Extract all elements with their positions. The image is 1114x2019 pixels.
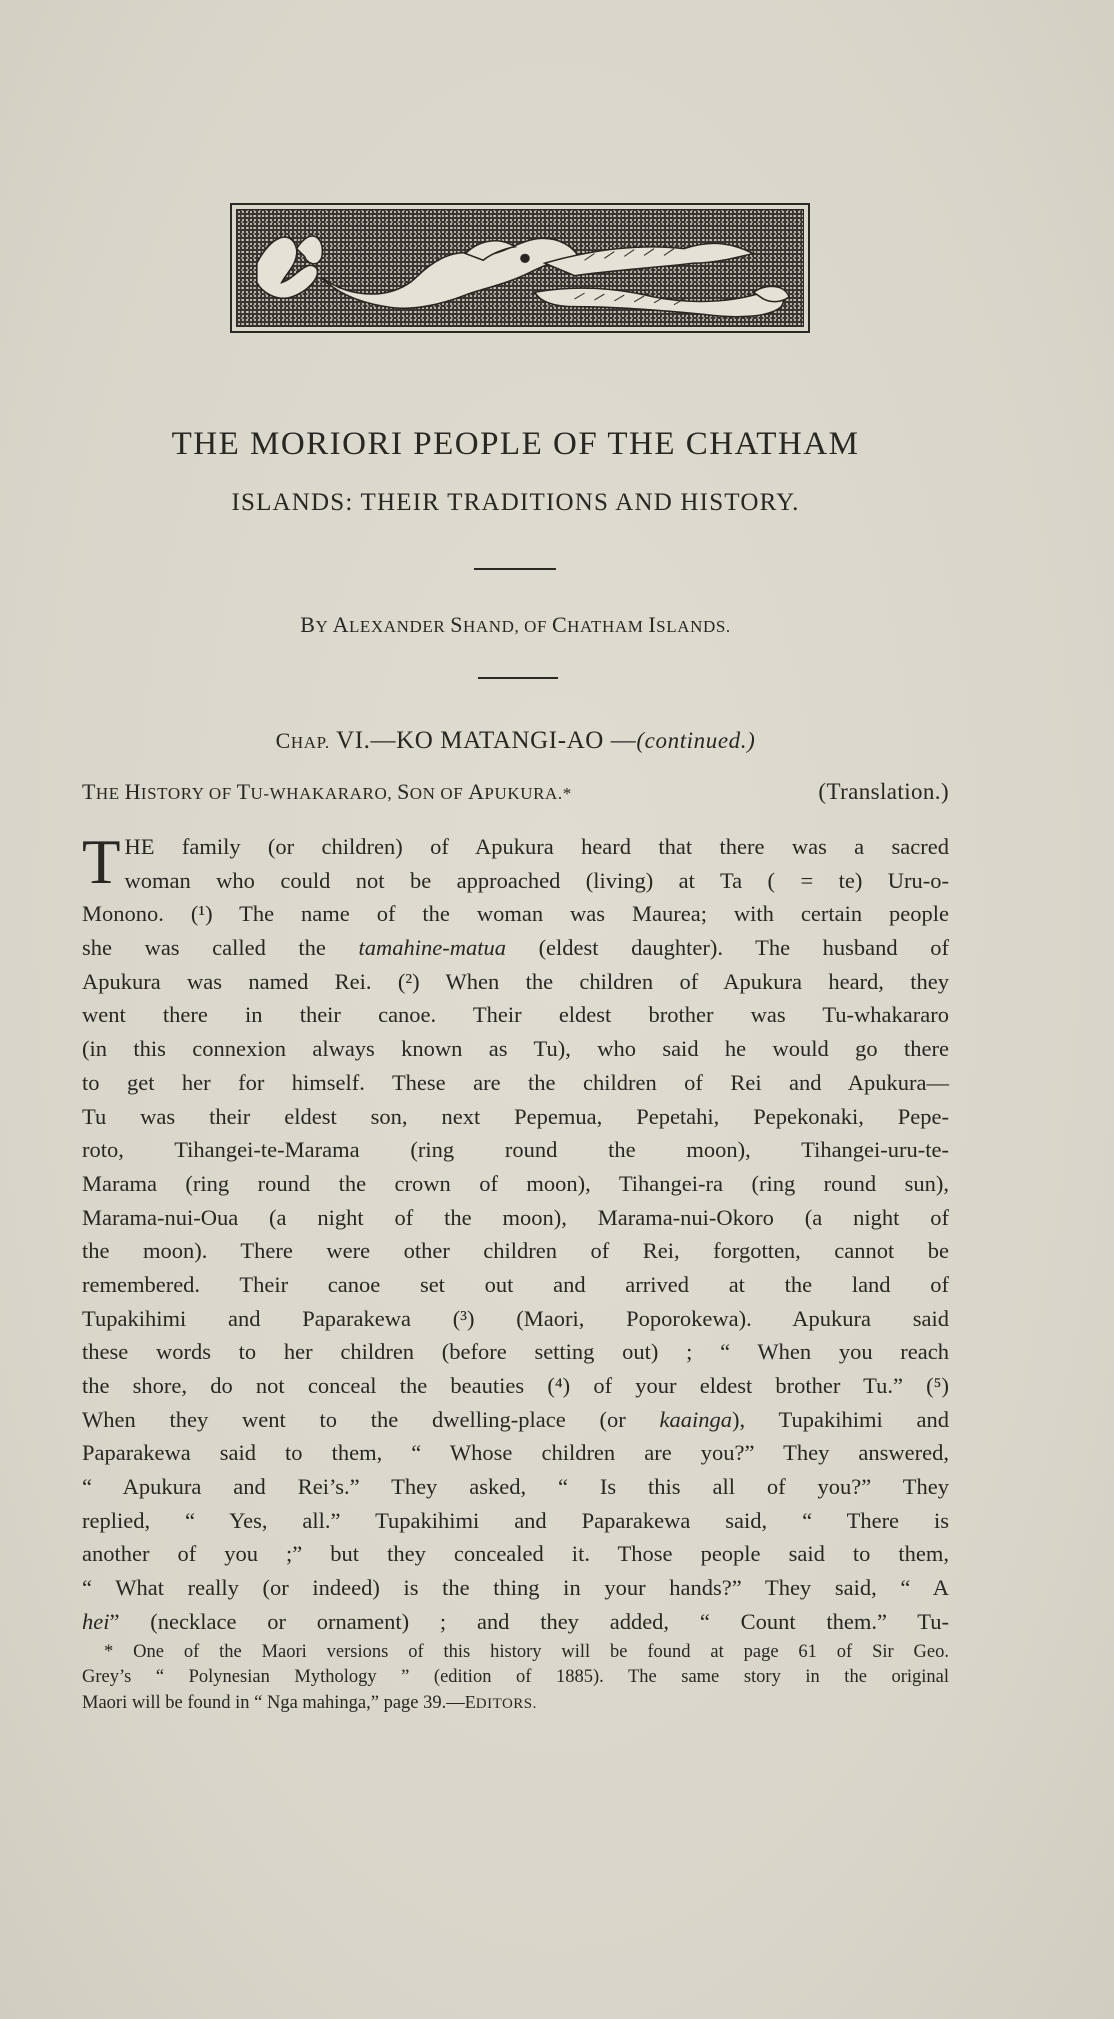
footnote — [82, 1640, 949, 1715]
body-line: hei” (necklace or ornament) ; and they added, “ Count them.” Tu- — [82, 1608, 949, 1634]
subhead-cap: A — [468, 779, 485, 804]
body-line: these words to her children (before setting out) ; “ When you reach — [82, 1339, 949, 1365]
chapter-heading — [82, 727, 949, 755]
body-line: Marama-nui-Oua (a night of the moon), Marama-nui-Okoro (a night of — [82, 1204, 949, 1230]
body-line: Tu was their eldest son, next Pepemua, Pepetahi, Pepekonaki, Pepe- — [82, 1103, 949, 1129]
body-line: Marama (ring round the crown of moon), Tihangei-ra (ring round sun), — [82, 1170, 949, 1196]
footnote-line: Grey’s “ Polynesian Mythology ” (edition of 1885). The same story in the original — [82, 1667, 949, 1687]
header-ornament — [230, 203, 810, 333]
footnote-line: * One of the Maori versions of this history will be found at page 61 of Sir Geo. — [104, 1642, 949, 1662]
byline-cap: B — [300, 612, 316, 637]
body-text — [82, 827, 949, 1639]
footnote-editors-cap: E — [464, 1692, 476, 1712]
chapter-cap: C — [275, 728, 291, 753]
subhead-cap: T — [236, 779, 251, 804]
body-line: (in this connexion always known as Tu), who said he would go there — [82, 1036, 949, 1062]
body-line: HE family (or children) of Apukura heard that there was a sacred — [124, 834, 949, 859]
byline-cap: S — [450, 612, 463, 637]
body-line: When they went to the dwelling-place (or kaainga), Tupakihimi and — [82, 1406, 949, 1432]
body-line: she was called the tamahine-matua (eldest daughter). The husband of — [82, 935, 949, 961]
body-line: woman who could not be approached (living) at Ta ( = te) Uru-o- — [124, 867, 949, 893]
body-line: the moon). There were other children of Rei, forgotten, cannot be — [82, 1238, 949, 1264]
subhead-small: ISTORY OF — [140, 784, 237, 803]
body-line: Tupakihimi and Paparakewa (³) (Maori, Poporokewa). Apukura said — [82, 1305, 949, 1331]
page — [82, 0, 949, 2019]
translation-note: (Translation.) — [818, 779, 949, 804]
subhead-small: HE — [95, 784, 125, 803]
body-line: Apukura was named Rei. (²) When the children of Apukura heard, they — [82, 968, 949, 994]
body-line: Monono. (¹) The name of the woman was Maurea; with certain people — [82, 901, 949, 927]
subhead-cap: T — [82, 779, 96, 804]
byline-cap: C — [551, 612, 568, 637]
byline-small: SLANDS. — [656, 617, 731, 636]
body-line: roto, Tihangei-te-Marama (ring round the moon), Tihangei-uru-te- — [82, 1137, 949, 1163]
byline-cap: I — [648, 612, 657, 637]
subhead-small: PUKURA.* — [484, 784, 572, 803]
section-subheading — [82, 779, 949, 805]
chapter-small: HAP. — [290, 733, 330, 752]
body-line: another of you ;” but they concealed it. Those people said to them, — [82, 1541, 949, 1567]
body-line: remembered. Their canoe set out and arrived at the land of — [82, 1271, 949, 1297]
title-rule — [474, 568, 556, 570]
byline-small: Y — [315, 617, 333, 636]
body-line: “ What really (or indeed) is the thing in your hands?” They said, “ A — [82, 1575, 949, 1601]
body-line: went there in their canoe. Their eldest brother was Tu-whakararo — [82, 1002, 949, 1028]
chapter-title: VI.—KO MATANGI-AO — — [329, 727, 637, 754]
body-line: replied, “ Yes, all.” Tupakihimi and Paparakewa said, “ There is — [82, 1507, 949, 1533]
body-line: “ Apukura and Rei’s.” They asked, “ Is this all of you?” They — [82, 1474, 949, 1500]
byline-small: LEXANDER — [348, 617, 451, 636]
byline — [82, 612, 949, 638]
chapter-continued: (continued.) — [636, 728, 756, 753]
drop-cap: T — [82, 827, 121, 897]
subhead-cap: S — [397, 779, 410, 804]
byline-small: HATHAM — [567, 617, 649, 636]
body-line: to get her for himself. These are the children of Rei and Apukura— — [82, 1069, 949, 1095]
body-line: Paparakewa said to them, “ Whose children are you?” They answered, — [82, 1440, 949, 1466]
footnote-text: Maori will be found in “ Nga mahinga,” page 39.— — [82, 1693, 465, 1713]
subhead-small: ON OF — [409, 784, 469, 803]
article-title-line-2: ISLANDS: THEIR TRADITIONS AND HISTORY. — [231, 489, 800, 516]
footnote-editors-small: DITORS. — [475, 1696, 537, 1712]
byline-rule — [478, 677, 558, 679]
byline-cap: A — [332, 612, 349, 637]
byline-small: HAND, OF — [462, 617, 552, 636]
subhead-small: U-WHAKARARO, — [250, 784, 398, 803]
article-title-line-1: THE MORIORI PEOPLE OF THE CHATHAM — [171, 426, 860, 462]
ornament-engraving — [236, 209, 804, 327]
footnote-line — [82, 1690, 949, 1715]
body-line: the shore, do not conceal the beauties (⁴) of your eldest brother Tu.” (⁵) — [82, 1373, 949, 1398]
subhead-cap: H — [124, 779, 141, 804]
sea-serpent-ornament-icon — [237, 210, 803, 326]
